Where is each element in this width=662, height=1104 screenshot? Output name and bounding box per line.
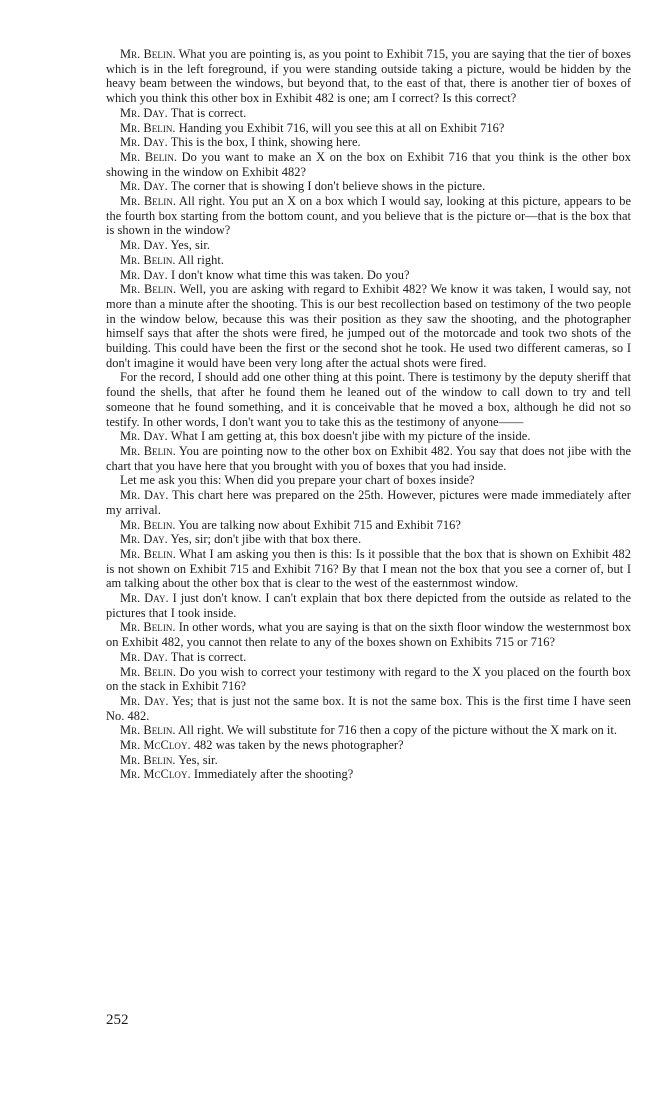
- speaker-name: Mr. Belin.: [120, 620, 176, 635]
- paragraph-text: This chart here was prepared on the 25th. However, pictures were made immediately after my arrival.: [106, 488, 631, 517]
- testimony-paragraph: [106, 591, 631, 620]
- paragraph-text: That is correct.: [170, 105, 247, 120]
- paragraph-text: Yes, sir.: [170, 238, 211, 253]
- testimony-paragraph: [106, 282, 631, 370]
- testimony-paragraph: [106, 547, 631, 591]
- paragraph-text: That is correct.: [170, 649, 247, 664]
- testimony-paragraph: [106, 121, 631, 136]
- speaker-name: Mr. Day.: [120, 179, 168, 194]
- testimony-paragraph: [106, 429, 631, 444]
- paragraph-text: Yes; that is just not the same box. It is not the same box. This is the first time I have seen No. 482.: [106, 693, 632, 723]
- testimony-paragraph: [106, 179, 631, 194]
- paragraph-text: Handing you Exhibit 716, will you see this at all on Exhibit 716?: [178, 120, 505, 135]
- paragraph-text: All right. You put an X on a box which I would say, looking at this picture, appears to be the fourth box starting from the bottom count, and you believe that is the picture or—that is the box that is shown in the window?: [106, 194, 631, 238]
- speaker-name: Mr. Belin.: [120, 120, 176, 135]
- paragraph-text: All right. We will substitute for 716 then a copy of the picture without the X mark on it.: [178, 723, 617, 738]
- testimony-paragraph: [106, 194, 631, 238]
- speaker-name: Mr. McCloy.: [120, 767, 191, 782]
- speaker-name: Mr. Day.: [120, 238, 168, 253]
- paragraph-text: This is the box, I think, showing here.: [170, 135, 361, 150]
- testimony-paragraph: [106, 620, 631, 649]
- testimony-paragraph: [106, 473, 631, 488]
- speaker-name: Mr. Belin.: [120, 723, 176, 738]
- testimony-paragraph: [106, 767, 631, 782]
- speaker-name: Mr. Belin.: [120, 149, 178, 164]
- speaker-name: Mr. Day.: [120, 105, 168, 120]
- testimony-paragraph: [106, 370, 631, 429]
- testimony-page: [106, 47, 631, 782]
- paragraph-text: Immediately after the shooting?: [193, 767, 354, 782]
- speaker-name: Mr. Belin.: [120, 194, 177, 209]
- speaker-name: Mr. Day.: [120, 429, 168, 444]
- testimony-paragraph: [106, 444, 631, 473]
- speaker-name: Mr. Belin.: [120, 752, 176, 767]
- paragraph-text: Do you want to make an X on the box on Exhibit 716 that you think is the other box showing in the window on Exhibit 482?: [106, 149, 632, 179]
- speaker-name: Mr. McCloy.: [120, 738, 191, 753]
- speaker-name: Mr. Belin.: [120, 664, 176, 679]
- testimony-paragraph: [106, 135, 631, 150]
- testimony-paragraph: [106, 47, 631, 106]
- paragraph-text: Yes, sir; don't jibe with that box there.: [170, 532, 362, 547]
- speaker-name: Mr. Day.: [120, 649, 168, 664]
- speaker-name: Mr. Day.: [120, 591, 169, 606]
- testimony-paragraph: [106, 238, 631, 253]
- paragraph-text: Well, you are asking with regard to Exhibit 482? We know it was taken, I would say, not more than a minute after the shooting. This is our best recollection based on testimony of the two people in the window below, because this was their position as they saw the shooting, and the photographer himself says that after the shots were fired, he jumped out of the motorcade and took two shots of the building. This could have been the first or the second shot he took. He used two different cameras, so I don't imagine it would have been very long after the actual shots were fired.: [106, 282, 631, 370]
- paragraph-text: I don't know what time this was taken. Do you?: [171, 267, 410, 282]
- testimony-paragraph: [106, 665, 631, 694]
- speaker-name: Mr. Belin.: [120, 282, 177, 297]
- paragraph-text: Do you wish to correct your testimony with regard to the X you placed on the fourth box on the stack in Exhibit 716?: [106, 664, 631, 694]
- paragraph-text: Yes, sir.: [178, 752, 218, 767]
- paragraph-text: All right.: [178, 252, 224, 267]
- paragraph-text: Let me ask you this: When did you prepare your chart of boxes inside?: [120, 473, 475, 488]
- testimony-paragraph: [106, 723, 631, 738]
- testimony-paragraph: [106, 518, 631, 533]
- paragraph-text: What I am getting at, this box doesn't jibe with my picture of the inside.: [170, 429, 531, 444]
- paragraph-text: You are talking now about Exhibit 715 and Exhibit 716?: [178, 517, 461, 532]
- testimony-paragraph: [106, 150, 631, 179]
- testimony-paragraph: [106, 268, 631, 283]
- speaker-name: Mr. Belin.: [120, 443, 176, 458]
- paragraph-text: In other words, what you are saying is that on the sixth floor window the westernmost box on Exhibit 482, you cannot then relate to any of the boxes shown on Exhibits 715 or 716?: [106, 620, 631, 650]
- paragraph-text: The corner that is showing I don't believe shows in the picture.: [170, 179, 486, 194]
- speaker-name: Mr. Day.: [120, 532, 168, 547]
- testimony-paragraph: [106, 650, 631, 665]
- paragraph-text: 482 was taken by the news photographer?: [193, 738, 404, 753]
- speaker-name: Mr. Belin.: [120, 517, 176, 532]
- speaker-name: Mr. Day.: [120, 488, 169, 503]
- speaker-name: Mr. Belin.: [120, 252, 176, 267]
- testimony-paragraph: [106, 532, 631, 547]
- speaker-name: Mr. Day.: [120, 693, 169, 708]
- testimony-paragraph: [106, 488, 631, 517]
- testimony-body: [106, 47, 631, 782]
- paragraph-text: I just don't know. I can't explain that box there depicted from the outside as related to the pictures that I took inside.: [106, 591, 632, 620]
- testimony-paragraph: [106, 106, 631, 121]
- speaker-name: Mr. Belin.: [120, 546, 176, 561]
- speaker-name: Mr. Belin.: [120, 47, 176, 61]
- paragraph-text: You are pointing now to the other box on Exhibit 482. You say that does not jibe with the chart that you have here that you brought with you of boxes that you had inside.: [106, 443, 631, 473]
- testimony-paragraph: [106, 738, 631, 753]
- paragraph-text: What I am asking you then is this: Is it possible that the box that is shown on Exhibit 482 is not shown on Exhibit 715 and Exhibit 716? By that I mean not the box that you see a corner of, but I am talking about the other box that is clear to the west of the easternmost window.: [106, 546, 631, 591]
- testimony-paragraph: [106, 694, 631, 723]
- paragraph-text: For the record, I should add one other thing at this point. There is testimony by the deputy sheriff that found the shells, that after he found them he leaned out of the window to call down to try and tell someone that he found something, and it is conceivable that he moved a box, although he did not so testify. In other words, I don't want you to take this as the testimony of anyone——: [106, 370, 631, 429]
- speaker-name: Mr. Day.: [120, 135, 168, 150]
- speaker-name: Mr. Day.: [120, 267, 168, 282]
- page-number: 252: [106, 1012, 129, 1028]
- paragraph-text: What you are pointing is, as you point to Exhibit 715, you are saying that the tier of boxes which is in the left foreground, if you were standing outside taking a picture, would be hidden by the heavy beam between the windows, but beyond that, to the east of that, there is another tier of boxes of which you think this other box in Exhibit 482 is one; am I correct? Is this correct?: [106, 47, 631, 106]
- testimony-paragraph: [106, 753, 631, 768]
- testimony-paragraph: [106, 253, 631, 268]
